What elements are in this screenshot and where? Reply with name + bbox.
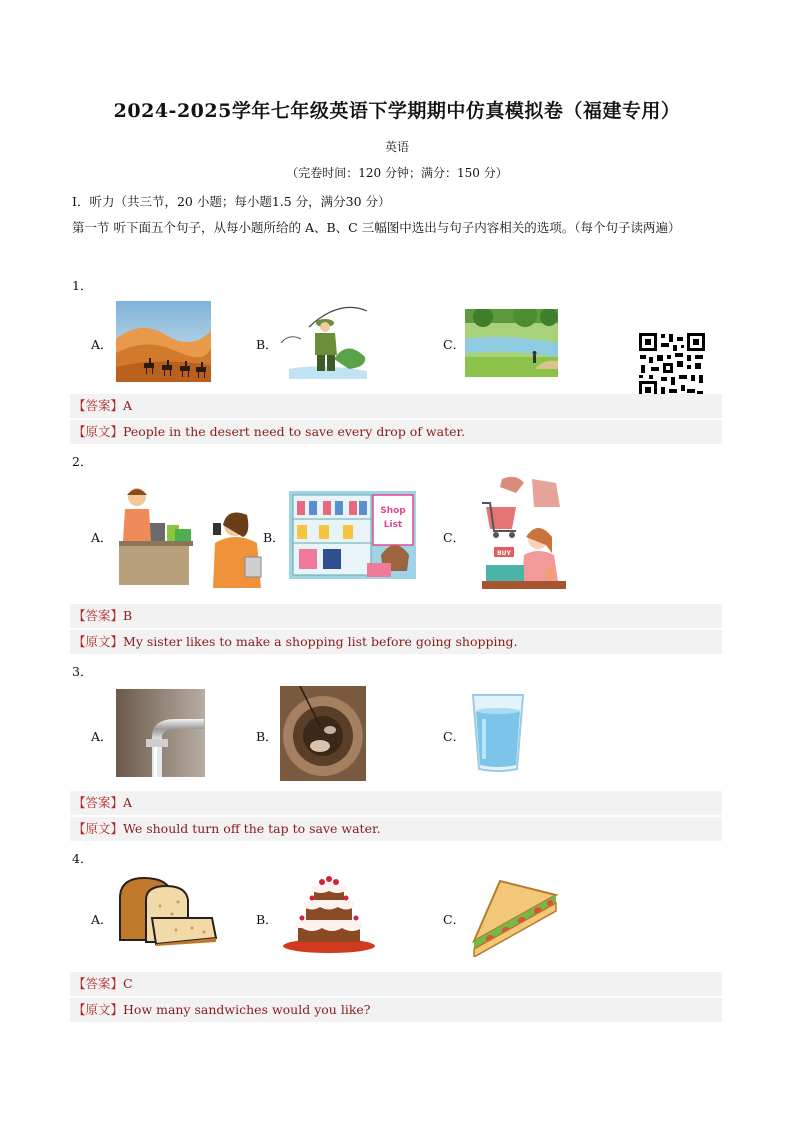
script-text: How many sandwiches would you like? xyxy=(123,1002,371,1017)
answer-value: C xyxy=(123,976,133,991)
fisherman-image xyxy=(279,303,371,383)
option-b-label: B． xyxy=(263,530,285,545)
script-row xyxy=(70,420,722,444)
option-b-label: B． xyxy=(256,729,278,744)
option-a-label: A． xyxy=(91,530,113,545)
answer-row xyxy=(70,394,722,418)
option-c-label: C． xyxy=(443,337,466,352)
well-image xyxy=(280,686,366,781)
shopping-list-image xyxy=(289,491,416,579)
option-a-label: A． xyxy=(91,337,113,352)
svg-text:List: List xyxy=(383,520,403,530)
question-number: 2． xyxy=(72,454,93,469)
script-row xyxy=(70,630,722,654)
svg-text:Shop: Shop xyxy=(380,506,406,516)
answer-value: A xyxy=(123,398,133,413)
answer-tag: 【答案】 xyxy=(73,795,124,810)
bread-loaf-image xyxy=(116,874,219,946)
script-row xyxy=(70,998,722,1022)
sandwich-image xyxy=(470,877,559,957)
question-number: 1． xyxy=(72,278,93,293)
answer-row xyxy=(70,604,722,628)
script-text: My sister likes to make a shopping list before going shopping. xyxy=(123,634,518,649)
qr-code-icon xyxy=(637,331,707,401)
layer-cake-image xyxy=(282,876,376,954)
answer-row xyxy=(70,972,722,996)
answer-value: A xyxy=(123,795,133,810)
answer-row xyxy=(70,791,722,815)
question-number: 4． xyxy=(72,851,93,866)
question-number: 3． xyxy=(72,664,93,679)
option-c-label: C． xyxy=(443,530,466,545)
script-row xyxy=(70,817,722,841)
answer-tag: 【答案】 xyxy=(73,398,124,413)
option-a-label: A． xyxy=(91,912,113,927)
answer-tag: 【答案】 xyxy=(73,608,124,623)
part1-instructions: 第一节 听下面五个句子，从每小题所给的 A、B、C 三幅图中选出与句子内容相关的选项。（每个句子读两遍） xyxy=(72,220,681,235)
script-text: We should turn off the tap to save water. xyxy=(123,821,381,836)
desert-camels-image xyxy=(116,301,211,382)
online-shopping-image xyxy=(480,473,566,592)
answer-value: B xyxy=(123,608,133,623)
option-b-label: B． xyxy=(256,337,278,352)
tap-water-image xyxy=(116,689,205,777)
script-tag: 【原文】 xyxy=(73,634,124,649)
option-b-label: B． xyxy=(256,912,278,927)
script-tag: 【原文】 xyxy=(73,1002,124,1017)
svg-text:BUY: BUY xyxy=(497,550,511,557)
answer-tag: 【答案】 xyxy=(73,976,124,991)
riverside-park-image xyxy=(465,309,558,377)
time-info: （完卷时间：120 分钟；满分：150 分） xyxy=(286,166,508,180)
glass-of-water-image xyxy=(469,691,527,774)
option-a-label: A． xyxy=(91,729,113,744)
checkout-payment-image xyxy=(117,485,264,588)
exam-title: 2024-2025学年七年级英语下学期期中仿真模拟卷（福建专用） xyxy=(113,100,681,122)
section-heading: Ⅰ．听力（共三节，20 小题；每小题1.5 分，满分30 分） xyxy=(72,194,391,209)
option-c-label: C． xyxy=(443,729,466,744)
option-c-label: C． xyxy=(443,912,466,927)
script-tag: 【原文】 xyxy=(73,424,124,439)
script-text: People in the desert need to save every drop of water. xyxy=(123,424,466,439)
script-tag: 【原文】 xyxy=(73,821,124,836)
subject-label: 英语 xyxy=(384,140,409,154)
